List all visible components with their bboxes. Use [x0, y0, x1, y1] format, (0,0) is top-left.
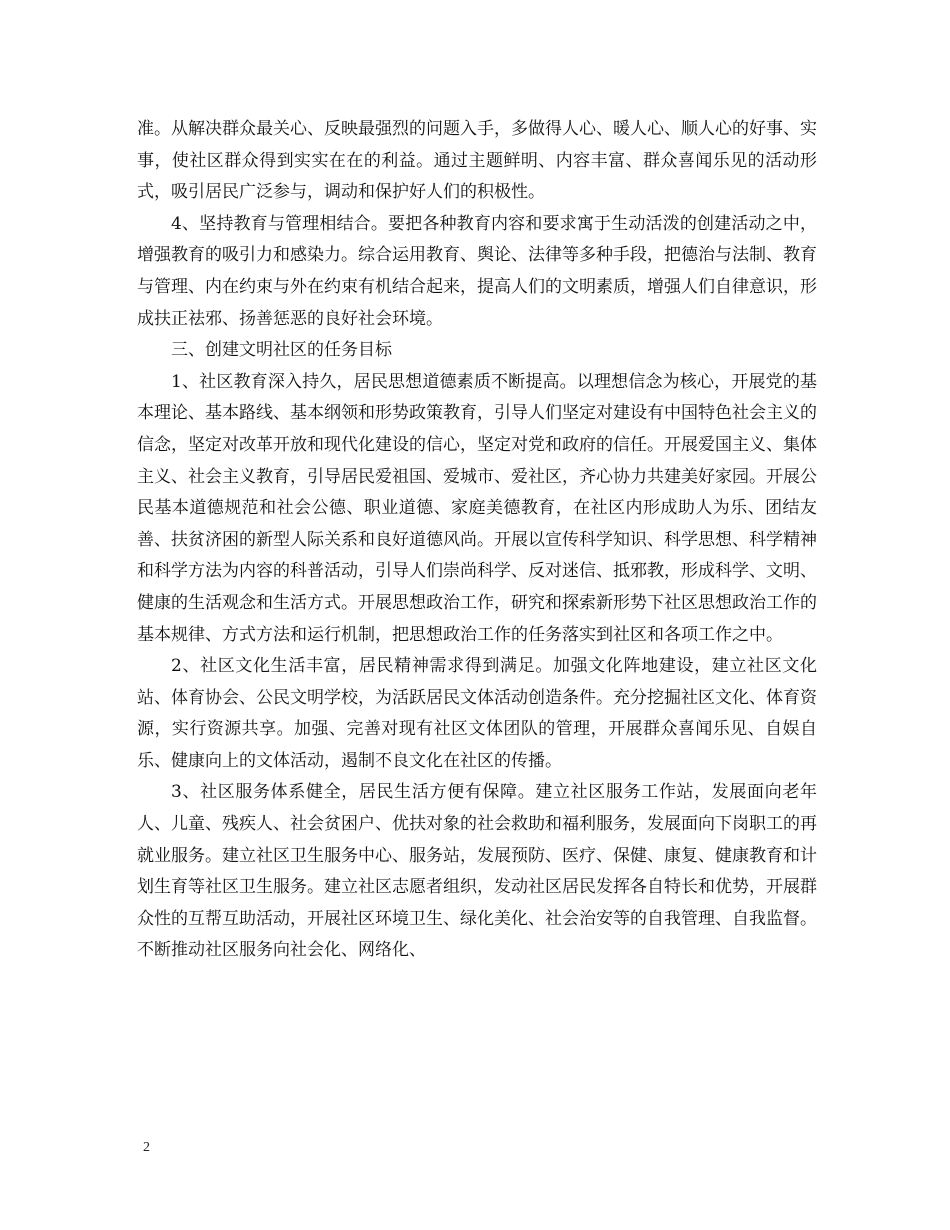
paragraph-1: 准。从解决群众最关心、反映最强烈的问题入手，多做得人心、暖人心、顺人心的好事、实事，使社区群众得到实实在在的利益。通过主题鲜明、内容丰富、群众喜闻乐见的活动形式，吸引居民广泛参与，调动和保护好人们的积极性。 [137, 119, 817, 203]
section-heading: 三、创建文明社区的任务目标 [171, 340, 392, 361]
paragraph-4: 2、社区文化生活丰富，居民精神需求得到满足。加强文化阵地建设，建立社区文化站、体育协会、公民文明学校，为活跃居民文体活动创造条件。充分挖掘社区文化、体育资源，实行资源共享。加强、完善对现有社区文体团队的管理，开展群众喜闻乐见、自娱自乐、健康向上的文体活动，遏制不良文化在社区的传播。 [137, 656, 817, 771]
page-number: 2 [143, 1140, 150, 1155]
document-body [137, 114, 817, 967]
paragraph-2: 4、坚持教育与管理相结合。要把各种教育内容和要求寓于生动活泼的创建活动之中，增强教育的吸引力和感染力。综合运用教育、舆论、法律等多种手段，把德治与法制、教育与管理、内在约束与外在约束有机结合起来，提高人们的文明素质，增强人们自律意识，形成扶正祛邪、扬善惩恶的良好社会环境。 [137, 213, 817, 329]
paragraph-3: 1、社区教育深入持久，居民思想道德素质不断提高。以理想信念为核心，开展党的基本理论、基本路线、基本纲领和形势政策教育，引导人们坚定对建设有中国特色社会主义的信念，坚定对改革开放和现代化建设的信心，坚定对党和政府的信任。开展爱国主义、集体主义、社会主义教育，引导居民爱祖国、爱城市、爱社区，齐心协力共建美好家园。开展公民基本道德规范和社会公德、职业道德、家庭美德教育，在社区内形成助人为乐、团结友善、扶贫济困的新型人际关系和良好道德风尚。开展以宣传科学知识、科学思想、科学精神和科学方法为内容的科普活动，引导人们崇尚科学、反对迷信、抵邪教，形成科学、文明、健康的生活观念和生活方式。开展思想政治工作，研究和探索新形势下社区思想政治工作的基本规律、方式方法和运行机制，把思想政治工作的任务落实到社区和各项工作之中。 [137, 371, 817, 645]
paragraph-5: 3、社区服务体系健全，居民生活方便有保障。建立社区服务工作站，发展面向老年人、儿童、残疾人、社会贫困户、优扶对象的社会救助和福利服务，发展面向下岗职工的再就业服务。建立社区卫生服务中心、服务站，发展预防、医疗、保健、康复、健康教育和计划生育等社区卫生服务。建立社区志愿者组织，发动社区居民发挥各自特长和优势，开展群众性的互帮互助活动，开展社区环境卫生、绿化美化、社会治安等的自我管理、自我监督。不断推动社区服务向社会化、网络化、 [137, 782, 817, 961]
